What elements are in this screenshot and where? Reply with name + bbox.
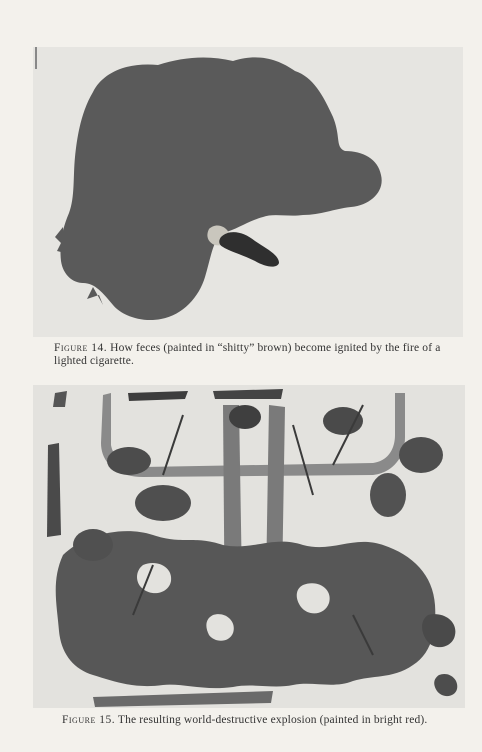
- blob-b: [229, 405, 261, 429]
- margin-mark: [35, 47, 37, 69]
- figure-15-caption: [62, 714, 462, 727]
- feces-painting-image: [33, 47, 463, 337]
- figure-14-label: Figure 14.: [54, 342, 108, 354]
- explosion-mass: [56, 531, 436, 688]
- figure-15-label: Figure 15.: [62, 714, 116, 726]
- blob-g: [73, 529, 113, 561]
- figure-15-painting: [33, 385, 465, 708]
- blob-f: [135, 485, 191, 521]
- left-mark-top: [53, 391, 67, 407]
- figure-14-text: How feces (painted in “shitty” brown) become ignited by the fire of a lighted cigarette.: [54, 342, 441, 367]
- blob-d: [399, 437, 443, 473]
- blob-e: [370, 473, 406, 517]
- blob-a: [107, 447, 151, 475]
- blob-c: [323, 407, 363, 435]
- explosion-painting-image: [33, 385, 465, 708]
- figure-15-text: The resulting world-destructive explosion (painted in bright red).: [117, 714, 428, 726]
- figure-14-painting: [33, 47, 463, 337]
- left-block: [47, 443, 61, 537]
- figure-14-caption: [54, 342, 454, 368]
